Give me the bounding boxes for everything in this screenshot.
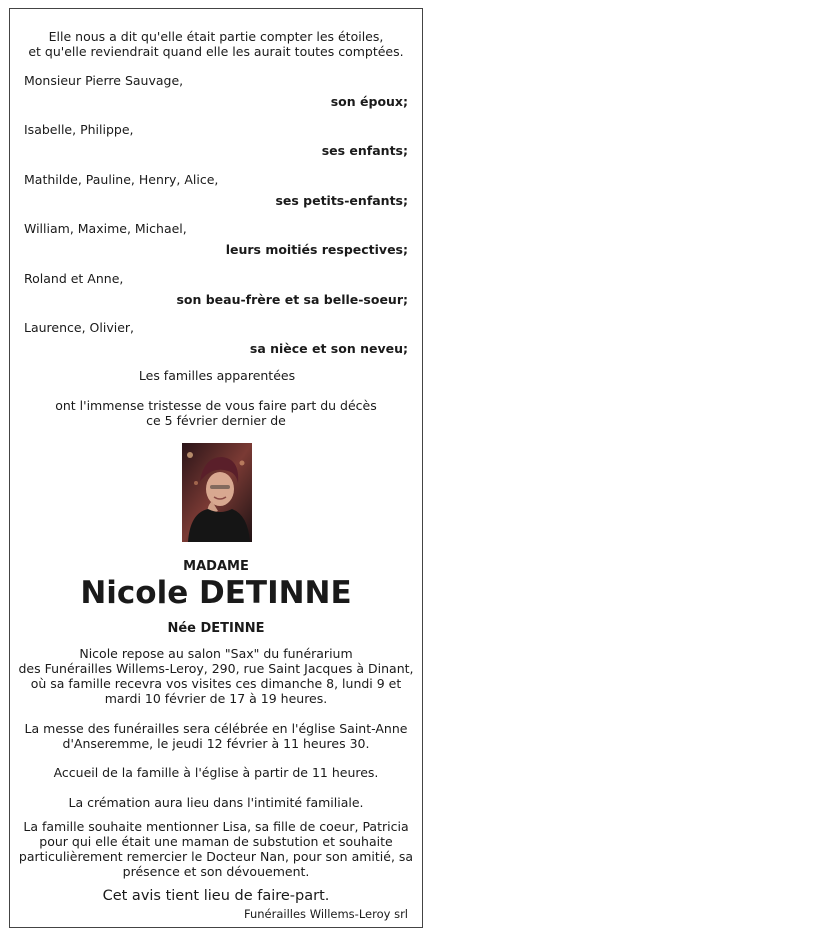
closing-statement: Cet avis tient lieu de faire-part. <box>102 888 330 904</box>
viewing-line: des Funérailles Willems-Leroy, 290, rue Saint Jacques à Dinant, <box>18 661 414 676</box>
mass-line: d'Anseremme, le jeudi 12 février à 11 heures 30. <box>62 736 370 751</box>
family-relation: son époux; <box>330 94 408 109</box>
family-relation: sa nièce et son neveu; <box>249 341 408 356</box>
thanks-line: La famille souhaite mentionner Lisa, sa fille de coeur, Patricia <box>23 819 409 834</box>
thanks-paragraph <box>10 819 422 879</box>
family-relation: ses petits-enfants; <box>275 193 408 208</box>
welcome-paragraph: Accueil de la famille à l'église à partir de 11 heures. <box>53 765 379 780</box>
family-names: Monsieur Pierre Sauvage, <box>24 73 184 88</box>
family-names: Mathilde, Pauline, Henry, Alice, <box>24 172 219 187</box>
opening-quote <box>10 29 422 59</box>
family-relation: ses enfants; <box>321 143 408 158</box>
thanks-line: pour qui elle était une maman de substution et souhaite <box>39 834 393 849</box>
announcement <box>10 398 422 428</box>
family-names: William, Maxime, Michael, <box>24 221 187 236</box>
viewing-line: Nicole repose au salon "Sax" du funérarium <box>79 646 353 661</box>
maiden-name: Née DETINNE <box>167 621 265 636</box>
portrait-image <box>182 443 252 542</box>
funeral-home-signature: Funérailles Willems-Leroy srl <box>243 907 408 921</box>
mass-line: La messe des funérailles sera célébrée en l'église Saint-Anne <box>24 721 408 736</box>
cremation-paragraph: La crémation aura lieu dans l'intimité familiale. <box>68 795 364 810</box>
viewing-paragraph <box>10 646 422 706</box>
quote-line: Elle nous a dit qu'elle était partie compter les étoiles, <box>48 29 384 44</box>
thanks-line: présence et son dévouement. <box>122 864 310 879</box>
viewing-line: où sa famille recevra vos visites ces dimanche 8, lundi 9 et <box>30 676 402 691</box>
announcement-line: ont l'immense tristesse de vous faire part du décès <box>55 398 377 413</box>
family-names: Isabelle, Philippe, <box>24 122 134 137</box>
related-families: Les familles apparentées <box>138 368 296 383</box>
obituary-notice <box>9 8 423 928</box>
family-names: Laurence, Olivier, <box>24 320 134 335</box>
portrait-photo <box>182 443 252 542</box>
announcement-line: ce 5 février dernier de <box>146 413 286 428</box>
deceased-name: Nicole DETINNE <box>80 575 352 611</box>
viewing-line: mardi 10 février de 17 à 19 heures. <box>104 691 328 706</box>
mass-paragraph <box>10 721 422 751</box>
quote-line: et qu'elle reviendrait quand elle les aurait toutes comptées. <box>28 44 404 59</box>
family-relation: leurs moitiés respectives; <box>225 242 408 257</box>
family-relation: son beau-frère et sa belle-soeur; <box>176 292 408 307</box>
family-names: Roland et Anne, <box>24 271 124 286</box>
deceased-title: MADAME <box>183 559 249 574</box>
thanks-line: particulièrement remercier le Docteur Nan, pour son amitié, sa <box>18 849 414 864</box>
